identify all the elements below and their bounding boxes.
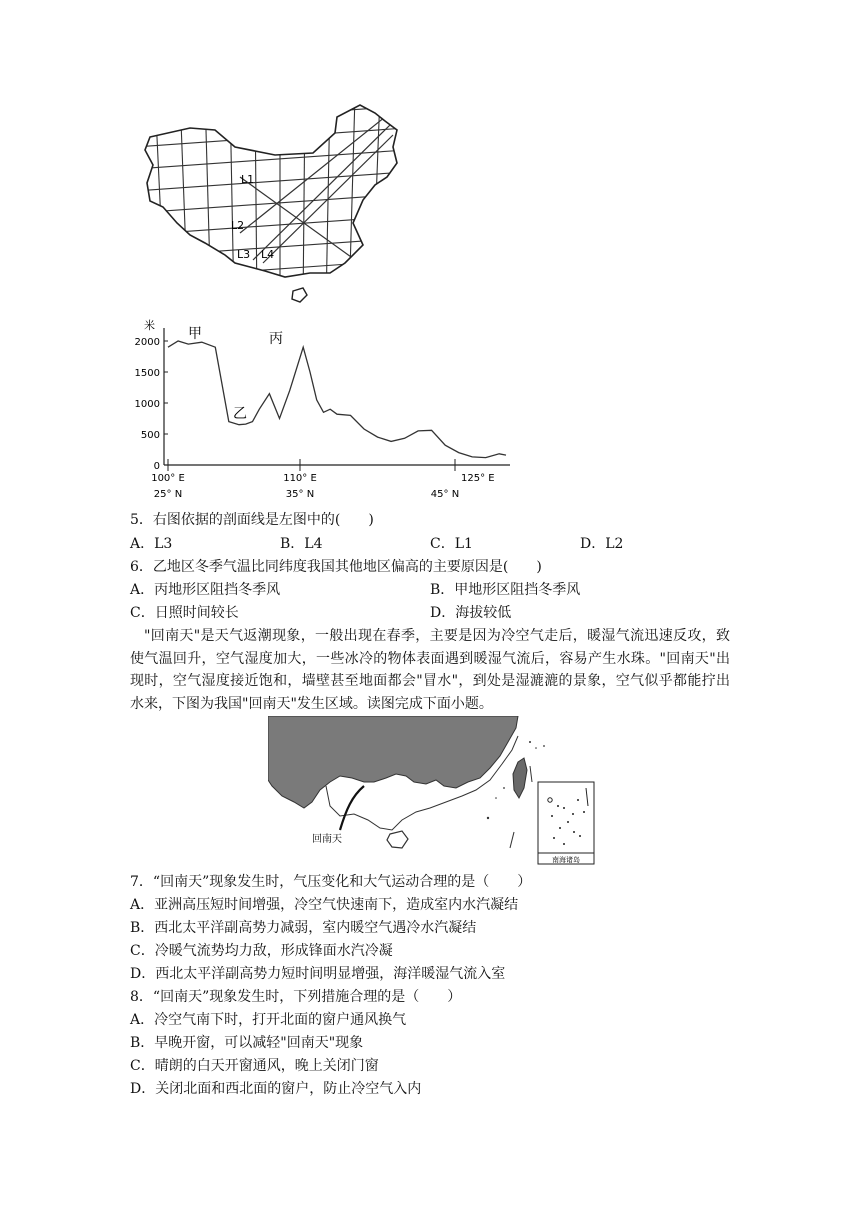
q5-option-b[interactable]: B．L4 (280, 536, 323, 552)
x-tick-longitude: 125° E (461, 473, 495, 484)
y-tick-label: 2000 (134, 337, 160, 348)
place-bing: 丙 (269, 331, 283, 347)
q6-option-a[interactable]: A．丙地形区阻挡冬季风 (130, 582, 281, 598)
y-axis-unit: 米 (144, 319, 155, 332)
q5-option-d[interactable]: D．L2 (580, 536, 624, 552)
q7-option-a[interactable]: A．亚洲高压短时间增强，冷空气快速南下，造成室内水汽凝结 (130, 897, 519, 913)
huinantian-region-map (268, 716, 598, 866)
profile-line (168, 341, 506, 458)
elevation-profile-chart (130, 318, 520, 508)
place-jia: 甲 (188, 326, 202, 342)
x-tick-latitude: 45° N (430, 489, 460, 500)
x-tick-latitude: 25° N (153, 489, 183, 500)
q6-option-d[interactable]: D．海拔较低 (430, 605, 512, 621)
q7-stem: 7．“回南天”现象发生时，气压变化和大气运动合理的是（ ） (130, 874, 532, 890)
passage: "回南天"是天气返潮现象，一般出现在春季，主要是因为冷空气走后，暖湿气流迅速反攻，致使气温回升，空气湿度加大，一些冰冷的物体表面遇到暖湿气流后，容易产生水珠。"回南天"出现时，空气湿度接近饱和，墙壁甚至地面都会"冒水"，到处是湿漉漉的景象，空气似乎都能拧出水来，下图为我国"回南天"发生区域。读图完成下面小题。 (130, 628, 730, 712)
q8-option-a[interactable]: A．冷空气南下时，打开北面的窗户通风换气 (130, 1012, 407, 1028)
q6-option-b[interactable]: B．甲地形区阻挡冬季风 (430, 582, 581, 598)
south-china-sea-inset-label: 南海诸岛 (552, 856, 580, 864)
china-grid-map (135, 95, 420, 307)
x-tick-latitude: 35° N (285, 489, 315, 500)
x-tick-longitude: 110° E (283, 473, 317, 484)
q6-option-c[interactable]: C．日照时间较长 (130, 605, 239, 621)
q8-option-d[interactable]: D．关闭北面和西北面的窗户，防止冷空气入内 (130, 1081, 422, 1097)
label-l4: L4 (261, 248, 275, 261)
x-tick-longitude: 100° E (151, 473, 185, 484)
q8-stem: 8．“回南天”现象发生时，下列措施合理的是（ ） (130, 989, 462, 1005)
q5-option-c[interactable]: C．L1 (430, 536, 473, 552)
place-yi: 乙 (233, 406, 247, 422)
huinantian-label: 回南天 (312, 834, 342, 845)
q5-option-a[interactable]: A．L3 (130, 536, 173, 552)
y-tick-label: 0 (153, 461, 160, 472)
y-tick-label: 1000 (134, 399, 160, 410)
q6-stem: 6．乙地区冬季气温比同纬度我国其他地区偏高的主要原因是( ) (130, 559, 542, 575)
y-tick-label: 1500 (134, 368, 160, 379)
y-tick-label: 500 (140, 430, 160, 441)
q8-option-b[interactable]: B．早晚开窗，可以减轻"回南天"现象 (130, 1035, 364, 1051)
label-l1: L1 (241, 173, 255, 186)
q8-option-c[interactable]: C．晴朗的白天开窗通风，晚上关闭门窗 (130, 1058, 379, 1074)
q5-stem: 5．右图依据的剖面线是左图中的( ) (130, 512, 374, 528)
q7-option-d[interactable]: D．西北太平洋副高势力短时间明显增强，海洋暖湿气流入室 (130, 966, 506, 982)
label-l2: L2 (231, 219, 245, 232)
label-l3: L3 (237, 248, 251, 261)
q7-option-b[interactable]: B．西北太平洋副高势力减弱，室内暖空气遇冷水汽凝结 (130, 920, 477, 936)
q7-option-c[interactable]: C．冷暖气流势均力敌，形成锋面水汽冷凝 (130, 943, 393, 959)
